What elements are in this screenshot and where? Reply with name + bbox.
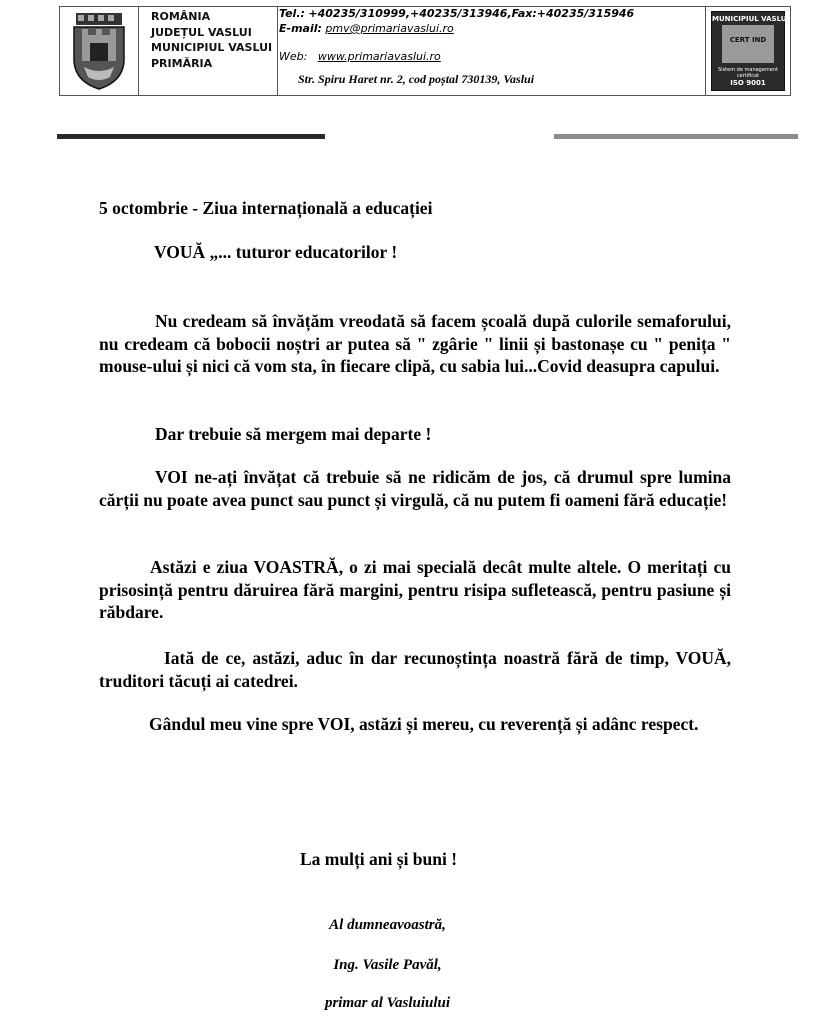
letter-title: 5 octombrie - Ziua internațională a educației bbox=[99, 198, 433, 218]
institution-names bbox=[139, 7, 278, 95]
divider-right bbox=[554, 134, 798, 139]
paragraph-1: Nu credeam să învățăm vreodată să facem școală după culorile semaforului, nu credeam că bobocii noștri ar putea să " zgârie " linii și bastonașe cu " penița " mouse-ului și nici că vom sta, în fiecare clipă, cu sabia lui...Covid deasupra capului. bbox=[99, 311, 731, 376]
cert-logo bbox=[722, 25, 774, 63]
signature-title: primar al Vasluiului bbox=[324, 995, 451, 1011]
paragraph-4: Astăzi e ziua VOASTRĂ, o zi mai specială decât multe altele. O meritați cu prisosință pentru dăruirea fără margini, pentru risipa sufletească, pentru pasiune și răbdare. bbox=[99, 557, 731, 622]
closing: Al dumneavoastră, bbox=[329, 917, 446, 933]
certification-cell bbox=[706, 7, 790, 95]
paragraph-2: Dar trebuie să mergem mai departe ! bbox=[155, 424, 432, 444]
crest-cell bbox=[60, 7, 139, 95]
cert-top-label: MUNICIPIUL VASLUI bbox=[712, 15, 790, 23]
letterhead bbox=[59, 6, 791, 96]
contact-info bbox=[278, 7, 706, 95]
web-line bbox=[279, 50, 441, 63]
greeting: La mulți ani și buni ! bbox=[300, 849, 458, 869]
cert-standard: ISO 9001 bbox=[730, 79, 766, 87]
email-label: E-mail: bbox=[279, 22, 322, 35]
cert-subtitle: Sistem de management certificat bbox=[718, 67, 778, 79]
address: Str. Spiru Haret nr. 2, cod poștal 730139, Vaslui bbox=[298, 72, 535, 86]
email-line bbox=[279, 22, 454, 35]
municipality-name: MUNICIPIUL VASLUI bbox=[151, 41, 273, 54]
web-label: Web: bbox=[279, 50, 308, 63]
country-name: ROMÂNIA bbox=[151, 10, 211, 23]
paragraph-5: Iată de ce, astăzi, aduc în dar recunoștința noastră fără de timp, VOUĂ, truditori tăcuți ai catedrei. bbox=[99, 648, 731, 691]
paragraph-3: VOI ne-ați învățat că trebuie să ne ridicăm de jos, că drumul spre lumina cărții nu poate avea punct sau punct și virgulă, că nu putem fi oameni fără educație! bbox=[99, 467, 731, 510]
dedication: VOUĂ „... tuturor educatorilor ! bbox=[154, 242, 398, 262]
phone-line bbox=[279, 7, 634, 20]
phone-value: +40235/310999,+40235/313946,Fax:+40235/315946 bbox=[308, 7, 635, 20]
divider-left bbox=[57, 134, 325, 139]
institution-name: PRIMĂRIA bbox=[151, 56, 213, 70]
paragraph-6: Gândul meu vine spre VOI, astăzi și mereu, cu reverență și adânc respect. bbox=[149, 714, 699, 734]
cert-logo-text: CERT IND bbox=[729, 36, 767, 44]
phone-label: Tel.: bbox=[279, 7, 305, 20]
coat-of-arms-icon bbox=[70, 11, 128, 91]
county-name: JUDEȚUL VASLUI bbox=[151, 25, 252, 39]
iso-certification-badge bbox=[711, 11, 790, 91]
web-link[interactable]: www.primariavaslui.ro bbox=[317, 50, 441, 63]
signature-name: Ing. Vasile Pavăl, bbox=[333, 957, 442, 973]
email-link[interactable]: pmv@primariavaslui.ro bbox=[325, 22, 454, 35]
